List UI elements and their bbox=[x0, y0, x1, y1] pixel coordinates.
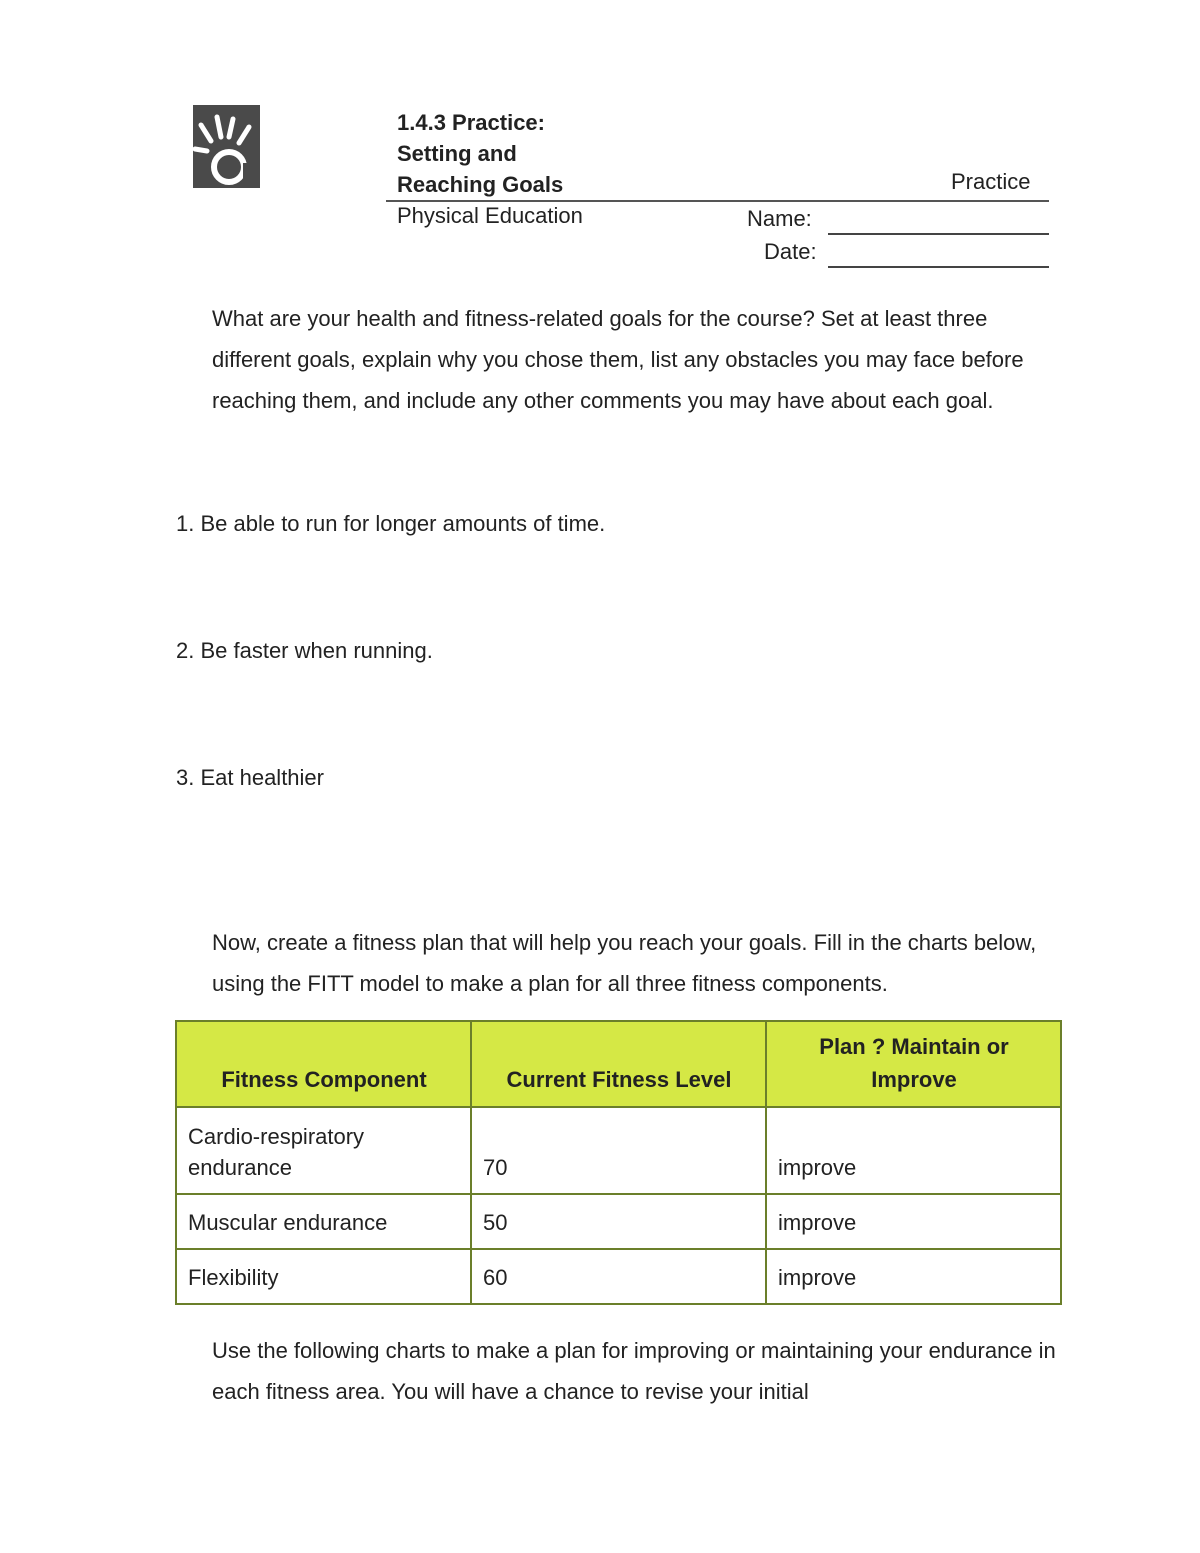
table-row bbox=[176, 1107, 1061, 1194]
date-field[interactable] bbox=[828, 266, 1049, 268]
title-line-1: 1.4.3 Practice: bbox=[397, 110, 545, 135]
table-cell: 50 bbox=[471, 1194, 766, 1249]
table-cell: improve bbox=[766, 1194, 1061, 1249]
title-line-3: Reaching Goals bbox=[397, 172, 564, 197]
goal-item-2: 2. Be faster when running. bbox=[176, 638, 433, 663]
date-label: Date: bbox=[764, 239, 817, 264]
subject-label: Physical Education bbox=[397, 203, 583, 228]
outro-paragraph: Use the following charts to make a plan for improving or maintaining your endurance in each fitness area. You will have a chance to revise your initial bbox=[212, 1338, 1056, 1404]
table-cell: improve bbox=[766, 1107, 1061, 1194]
instructions-paragraph: Now, create a fitness plan that will help you reach your goals. Fill in the charts below, using the FITT model to make a plan for all three fitness components. bbox=[212, 930, 1037, 996]
table-row bbox=[176, 1249, 1061, 1304]
table-cell: Cardio-respiratory endurance bbox=[176, 1107, 471, 1194]
name-field[interactable] bbox=[828, 233, 1049, 235]
sun-head-logo bbox=[193, 105, 260, 188]
table-cell: 70 bbox=[471, 1107, 766, 1194]
name-label: Name: bbox=[747, 206, 812, 231]
table-cell: improve bbox=[766, 1249, 1061, 1304]
table-row bbox=[176, 1194, 1061, 1249]
table-cell: 60 bbox=[471, 1249, 766, 1304]
title-line-2: Setting and bbox=[397, 141, 517, 166]
header-plan: Plan ? Maintain or Improve bbox=[766, 1021, 1061, 1107]
fitness-plan-table bbox=[175, 1020, 1062, 1305]
goal-item-1: 1. Be able to run for longer amounts of time. bbox=[176, 511, 606, 536]
table-header-row bbox=[176, 1021, 1061, 1107]
intro-paragraph: What are your health and fitness-related goals for the course? Set at least three different goals, explain why you chose them, list any obstacles you may face before reaching them, and include any other comments you may have about each goal. bbox=[212, 306, 1024, 413]
header-divider bbox=[386, 200, 1049, 202]
header-current-fitness-level: Current Fitness Level bbox=[471, 1021, 766, 1107]
table-cell: Flexibility bbox=[176, 1249, 471, 1304]
goal-item-3: 3. Eat healthier bbox=[176, 765, 324, 790]
header-fitness-component: Fitness Component bbox=[176, 1021, 471, 1107]
table-cell: Muscular endurance bbox=[176, 1194, 471, 1249]
practice-label: Practice bbox=[951, 169, 1031, 194]
page-title bbox=[397, 107, 563, 200]
